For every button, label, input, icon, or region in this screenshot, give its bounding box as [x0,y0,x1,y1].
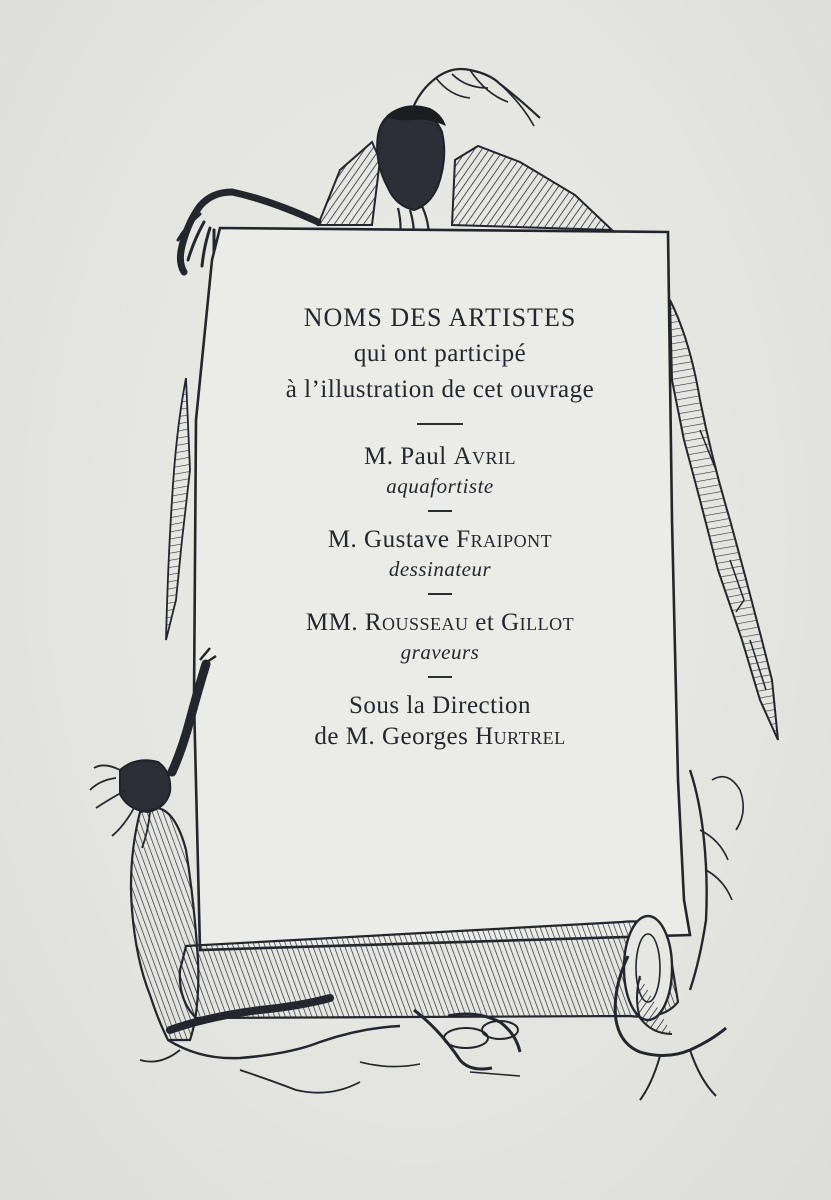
page-title: NOMS DES ARTISTES [303,303,577,332]
rope [690,770,707,990]
direction-surname: Hurtrel [475,723,566,750]
credit-engravers-prefix: MM. [305,609,359,636]
devil-head [377,110,444,210]
direction-prefix: de M. Georges [314,723,469,750]
credit-fraipont-role: dessinateur [388,557,492,581]
credit-avril-role: aquafortiste [386,474,494,498]
right-wing [452,146,612,230]
credit-avril-prefix: M. Paul [364,443,447,470]
credits-panel [200,290,680,752]
credit-fraipont-name [200,524,680,555]
credit-avril-name [200,441,680,472]
credit-engravers-role: graveurs [400,640,480,664]
direction-line-1: Sous la Direction [348,692,532,719]
subtitle-line-2: à l’illustration de cet ouvrage [285,376,595,403]
right-hanging-wing [670,300,778,740]
direction-line-2 [200,721,680,752]
left-wing [318,142,380,225]
credit-avril-surname: Avril [453,443,516,470]
divider [417,423,463,425]
short-divider [428,593,452,595]
credit-joiner: et [475,609,495,636]
small-devil-head [120,760,170,812]
subtitle-line-1: qui ont participé [353,340,527,367]
credit-engravers-name [200,607,680,638]
credit-fraipont-surname: Fraipont [456,526,553,553]
short-divider [428,676,452,678]
credit-rousseau-surname: Rousseau [364,609,469,636]
short-divider [428,510,452,512]
credit-gillot-surname: Gillot [501,609,575,636]
tail [168,1026,400,1058]
left-hanging-wing [166,378,190,640]
credit-fraipont-prefix: M. Gustave [327,526,450,553]
